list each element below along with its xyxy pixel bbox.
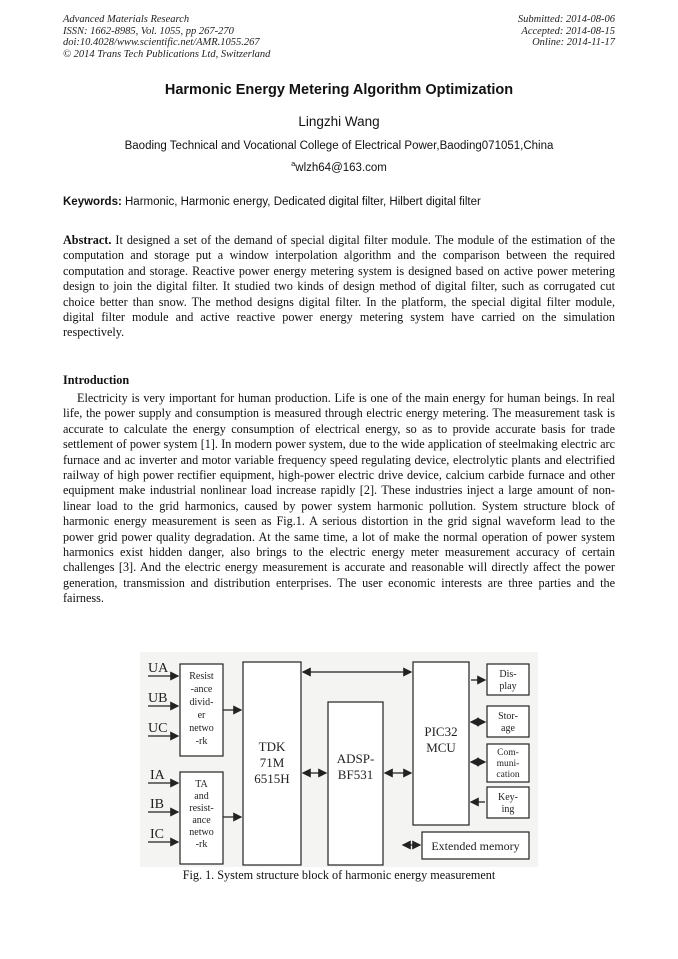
- res-line-6: -rk: [195, 736, 208, 747]
- author-email: [0, 159, 678, 174]
- email-address: wlzh64@163.com: [295, 161, 387, 174]
- storage-line-1: Stor-: [498, 711, 518, 722]
- ta-line-6: -rk: [195, 839, 208, 850]
- online-date: Online: 2014-11-17: [532, 37, 615, 48]
- tdk-line-2: 71M: [259, 755, 285, 770]
- adsp-line-1: ADSP-: [336, 751, 375, 766]
- figure-caption: Fig. 1. System structure block of harmonic energy measurement: [182, 868, 496, 882]
- extended-memory-label: Extended memory: [431, 839, 520, 853]
- dates-header: [518, 14, 615, 49]
- system-block-diagram: [140, 652, 538, 867]
- abstract: [63, 233, 615, 341]
- comm-line-3: cation: [496, 770, 520, 780]
- ta-line-4: ance: [192, 815, 211, 826]
- display-line-2: play: [499, 681, 517, 692]
- adsp-line-2: BF531: [337, 767, 374, 782]
- journal-name: Advanced Materials Research: [63, 14, 190, 25]
- res-line-3: divid-: [189, 697, 214, 708]
- input-ub: UB: [148, 691, 168, 706]
- tdk-line-3: 6515H: [254, 771, 290, 786]
- pic-line-2: MCU: [426, 740, 456, 755]
- journal-copyright: © 2014 Trans Tech Publications Ltd, Switzerland: [63, 48, 271, 60]
- comm-line-2: muni-: [496, 759, 520, 769]
- res-line-1: Resist: [189, 671, 214, 682]
- author-affiliation: Baoding Technical and Vocational College of Electrical Power,Baoding071051,China: [124, 140, 554, 152]
- abstract-label: Abstract.: [63, 233, 112, 247]
- res-line-4: er: [197, 710, 206, 721]
- journal-issn: ISSN: 1662-8985, Vol. 1055, pp 267-270: [63, 25, 234, 37]
- res-line-2: -ance: [190, 684, 213, 695]
- journal-doi: doi:10.4028/www.scientific.net/AMR.1055.267: [63, 37, 260, 48]
- paper-title: Harmonic Energy Metering Algorithm Optimization: [164, 82, 514, 98]
- res-line-5: netwo: [189, 723, 214, 734]
- keywords-text: Harmonic, Harmonic energy, Dedicated digital filter, Hilbert digital filter: [125, 196, 481, 208]
- accepted-date: Accepted: 2014-08-15: [521, 25, 615, 37]
- submitted-date: Submitted: 2014-08-06: [517, 14, 615, 25]
- author-name: Lingzhi Wang: [298, 114, 380, 129]
- ta-line-1: TA: [195, 779, 208, 790]
- ta-line-3: resist-: [189, 803, 214, 814]
- introduction-heading: Introduction: [63, 373, 130, 387]
- adsp-block: [328, 702, 383, 865]
- keying-line-2: ing: [501, 804, 515, 815]
- keying-line-1: Key-: [498, 792, 518, 803]
- display-line-1: Dis-: [499, 669, 517, 680]
- email-superscript: a: [291, 159, 296, 168]
- input-ia: IA: [150, 768, 165, 783]
- abstract-text: It designed a set of the demand of special digital filter module. The module of the estimation of the computation and storage put a window interpolation algorithm and the comparison between the required computation and storage. Reactive power energy metering system is designed based on active power metering design to join the digital filter. It studied two kinds of design method of digital filter, such as corrugated cut choice better than snow. The method designs digital filter. In the platform, the special digital filter module, digital filter module and active reactive power energy metering system have carried on the simulation respectively.: [63, 233, 615, 340]
- input-ib: IB: [150, 797, 164, 812]
- input-ua: UA: [148, 661, 169, 676]
- storage-line-2: age: [501, 723, 515, 734]
- journal-header: [63, 14, 270, 60]
- ta-line-2: and: [194, 791, 209, 802]
- ta-line-5: netwo: [189, 827, 214, 838]
- tdk-line-1: TDK: [258, 739, 286, 754]
- introduction-text: Electricity is very important for human production. Life is one of the main energy for human beings. In real life, the power supply and consumption is measured through electric energy metering. The measurement task is accurate to calculate the energy consumption of electrical energy, so as to provide accurate basis for trade settlement of power system [1]. In modern power system, due to the wide application of steelmaking electric arc furnace and ac inverter and motor variable frequency speed regulating device, electrolytic plants and electrified railway of high power rectifier equipment, high-power electric drive device, calcium carbide furnace and other equipment make industrial nonlinear load increase rapidly [2]. These industries inject a large amount of non-linear load to the grid harmonics, caused by power system harmonic pollution. System structure block of harmonic energy measurement is seen as Fig.1. A serious distortion in the grid signal waveform lead to the power grid power quality degradation. At the same time, a lot of make the normal operation of power system harmonics exist hidden danger, also brings to the electric energy meter measurement accuracy of certain challenges [3]. And the electric energy measurement is accurate and reasonable will directly affect the power generation, transmission and distribution enterprises. The user economic interests are three parties and the fairness.: [63, 391, 615, 606]
- input-uc: UC: [148, 721, 168, 736]
- pic-line-1: PIC32: [424, 724, 458, 739]
- comm-line-1: Com-: [497, 748, 519, 758]
- keywords: [63, 196, 615, 208]
- input-ic: IC: [150, 827, 164, 842]
- keywords-label: Keywords:: [63, 196, 122, 208]
